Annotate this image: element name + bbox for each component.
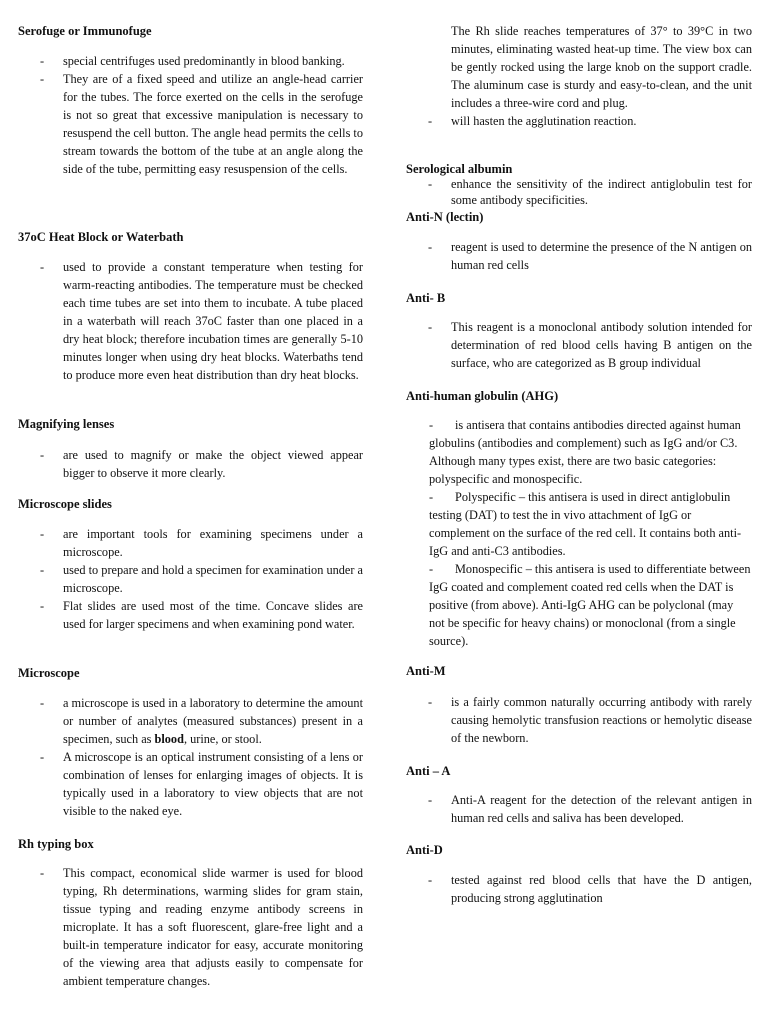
list-item: - special centrifuges used predominantly in blood banking. <box>40 54 345 68</box>
bullet-dash: - <box>40 527 45 541</box>
lenses-list <box>18 446 363 482</box>
section-heading-anti-d: Anti-D <box>406 843 443 857</box>
bullet-dash: - <box>428 240 433 254</box>
anti-d-list <box>406 871 752 907</box>
list-item: - tested against red blood cells that have the D antigen, producing strong agglutination <box>428 873 752 905</box>
anti-a-list <box>406 791 752 827</box>
heat-block-list <box>18 258 363 384</box>
bullet-dash: - <box>429 418 434 432</box>
list-item: - used to prepare and hold a specimen for examination under a microscope. <box>40 563 363 595</box>
serofuge-list <box>18 52 363 178</box>
section-heading-anti-a: Anti – A <box>406 764 451 778</box>
bullet-dash: - <box>428 177 433 191</box>
section-heading-microscope-slides: Microscope slides <box>18 497 112 511</box>
bullet-dash: - <box>429 562 434 576</box>
ahg-paragraph: - Monospecific – this antisera is used to differentiate between IgG coated and complement coated red cells when the DAT is positive (from above). Anti-IgG AHG can be polyclonal (may not be specific for heavy chains) or monoclonal (from a single source). <box>429 562 751 648</box>
list-item: - reagent is used to determine the presence of the N antigen on human red cells <box>428 240 752 272</box>
list-item: - are used to magnify or make the object viewed appear bigger to observe it more clearly. <box>40 448 363 480</box>
microscope-list <box>18 694 363 820</box>
section-heading-anti-n: Anti-N (lectin) <box>406 210 484 224</box>
bold-term: blood <box>154 732 184 746</box>
bullet-dash: - <box>40 448 45 462</box>
albumin-list <box>406 176 752 208</box>
bullet-dash: - <box>40 260 45 274</box>
bullet-dash: - <box>428 320 433 334</box>
continued-paragraph: The Rh slide reaches temperatures of 37° to 39°C in two minutes, eliminating wasted heat-up time. The view box can be gently rocked using the large knob on the support cradle. The aluminum case is sturdy and easy-to-clean, and the unit includes a three-wire cord and plug. <box>451 24 752 110</box>
list-item: - This compact, economical slide warmer is used for blood typing, Rh determinations, warming slides for gram stain, tissue typing and reading enzyme antibody screens in microplate. It has a soft fluorescent, glare-free light and a built-in temperature indicator for easy, accurate monitoring of the viewing area that adjusts easily to compensate for ambient temperature changes. <box>40 866 363 988</box>
ahg-paragraph: - Polyspecific – this antisera is used in direct antiglobulin testing (DAT) to test the in vivo attachment of IgG or complement on the surface of the red cell. It contains both anti-IgG and anti-C3 antibodies. <box>429 490 742 558</box>
list-item: - A microscope is an optical instrument consisting of a lens or combination of lenses for enlarging images of objects. It is typically used in a laboratory to view objects that are not visible to the naked eye. <box>40 750 363 818</box>
slides-list <box>18 525 363 633</box>
section-heading-heat-block: 37oC Heat Block or Waterbath <box>18 230 184 244</box>
bullet-dash: - <box>40 72 45 86</box>
anti-b-list <box>406 318 752 372</box>
bullet-dash: - <box>40 563 45 577</box>
list-item: - Flat slides are used most of the time. Concave slides are used for larger specimens and when examining pond water. <box>40 599 363 631</box>
bullet-dash: - <box>40 750 45 764</box>
list-item: - They are of a fixed speed and utilize an angle-head carrier for the tubes. The force exerted on the cells in the serofuge is not so great that excessive manipulation is necessary to resuspend the cell button. The angle head permits the cells to stream towards the bottom of the tube at an angle along the side of the tube, permitting easy resuspension of the cells. <box>40 72 363 176</box>
bullet-dash: - <box>428 114 433 128</box>
list-item: - enhance the sensitivity of the indirect antiglobulin test for some antibody specificities. <box>428 177 752 207</box>
section-heading-ahg: Anti-human globulin (AHG) <box>406 389 559 403</box>
ahg-paragraphs <box>429 416 752 650</box>
section-heading-serological-albumin: Serological albumin <box>406 162 513 176</box>
list-item: - a microscope is used in a laboratory to determine the amount or number of analytes (measured substances) present in a specimen, such as blood, urine, or stool. <box>40 696 363 746</box>
list-item: - are important tools for examining specimens under a microscope. <box>40 527 363 559</box>
bullet-dash: - <box>428 695 433 709</box>
list-item: - will hasten the agglutination reaction. <box>428 114 637 128</box>
list-item: - Anti-A reagent for the detection of the relevant antigen in human red cells and saliva has been developed. <box>428 793 752 825</box>
bullet-dash: - <box>40 54 45 68</box>
bullet-dash: - <box>40 696 45 710</box>
section-heading-microscope: Microscope <box>18 666 80 680</box>
section-heading-serofuge: Serofuge or Immunofuge <box>18 24 152 38</box>
list-item: - used to provide a constant temperature when testing for warm-reacting antibodies. The temperature must be checked each time tubes are set into them to incubate. A tube placed in a waterbath will reach 37oC faster than one placed in a dry heat block; therefore incubation times are generally 5-10 minutes longer when using dry heat blocks. Waterbaths tend to produce more even heat distribution than dry heat blocks. <box>40 260 363 382</box>
list-item: - This reagent is a monoclonal antibody solution intended for determination of red blood cells having B antigen on the surface, who are categorized as B group individual <box>428 320 752 370</box>
bullet-dash: - <box>40 599 45 613</box>
ahg-paragraph: - is antisera that contains antibodies directed against human globulins (antibodies and complement) such as IgG and/or C3. Although many types exist, there are two basic categories: polyspecific and monospecific. <box>429 418 741 486</box>
rh-box-list <box>18 864 363 990</box>
rh-continued <box>406 22 752 130</box>
anti-m-list <box>406 693 752 747</box>
anti-n-list <box>406 238 752 274</box>
bullet-dash: - <box>429 490 434 504</box>
section-heading-magnifying-lenses: Magnifying lenses <box>18 417 115 431</box>
bullet-dash: - <box>428 793 433 807</box>
bullet-dash: - <box>428 873 433 887</box>
section-heading-rh-typing-box: Rh typing box <box>18 837 94 851</box>
list-item: - is a fairly common naturally occurring antibody with rarely causing hemolytic transfusion reactions or hemolytic disease of the newborn. <box>428 695 752 745</box>
section-heading-anti-m: Anti-M <box>406 664 446 678</box>
section-heading-anti-b: Anti- B <box>406 291 446 305</box>
bullet-dash: - <box>40 866 45 880</box>
